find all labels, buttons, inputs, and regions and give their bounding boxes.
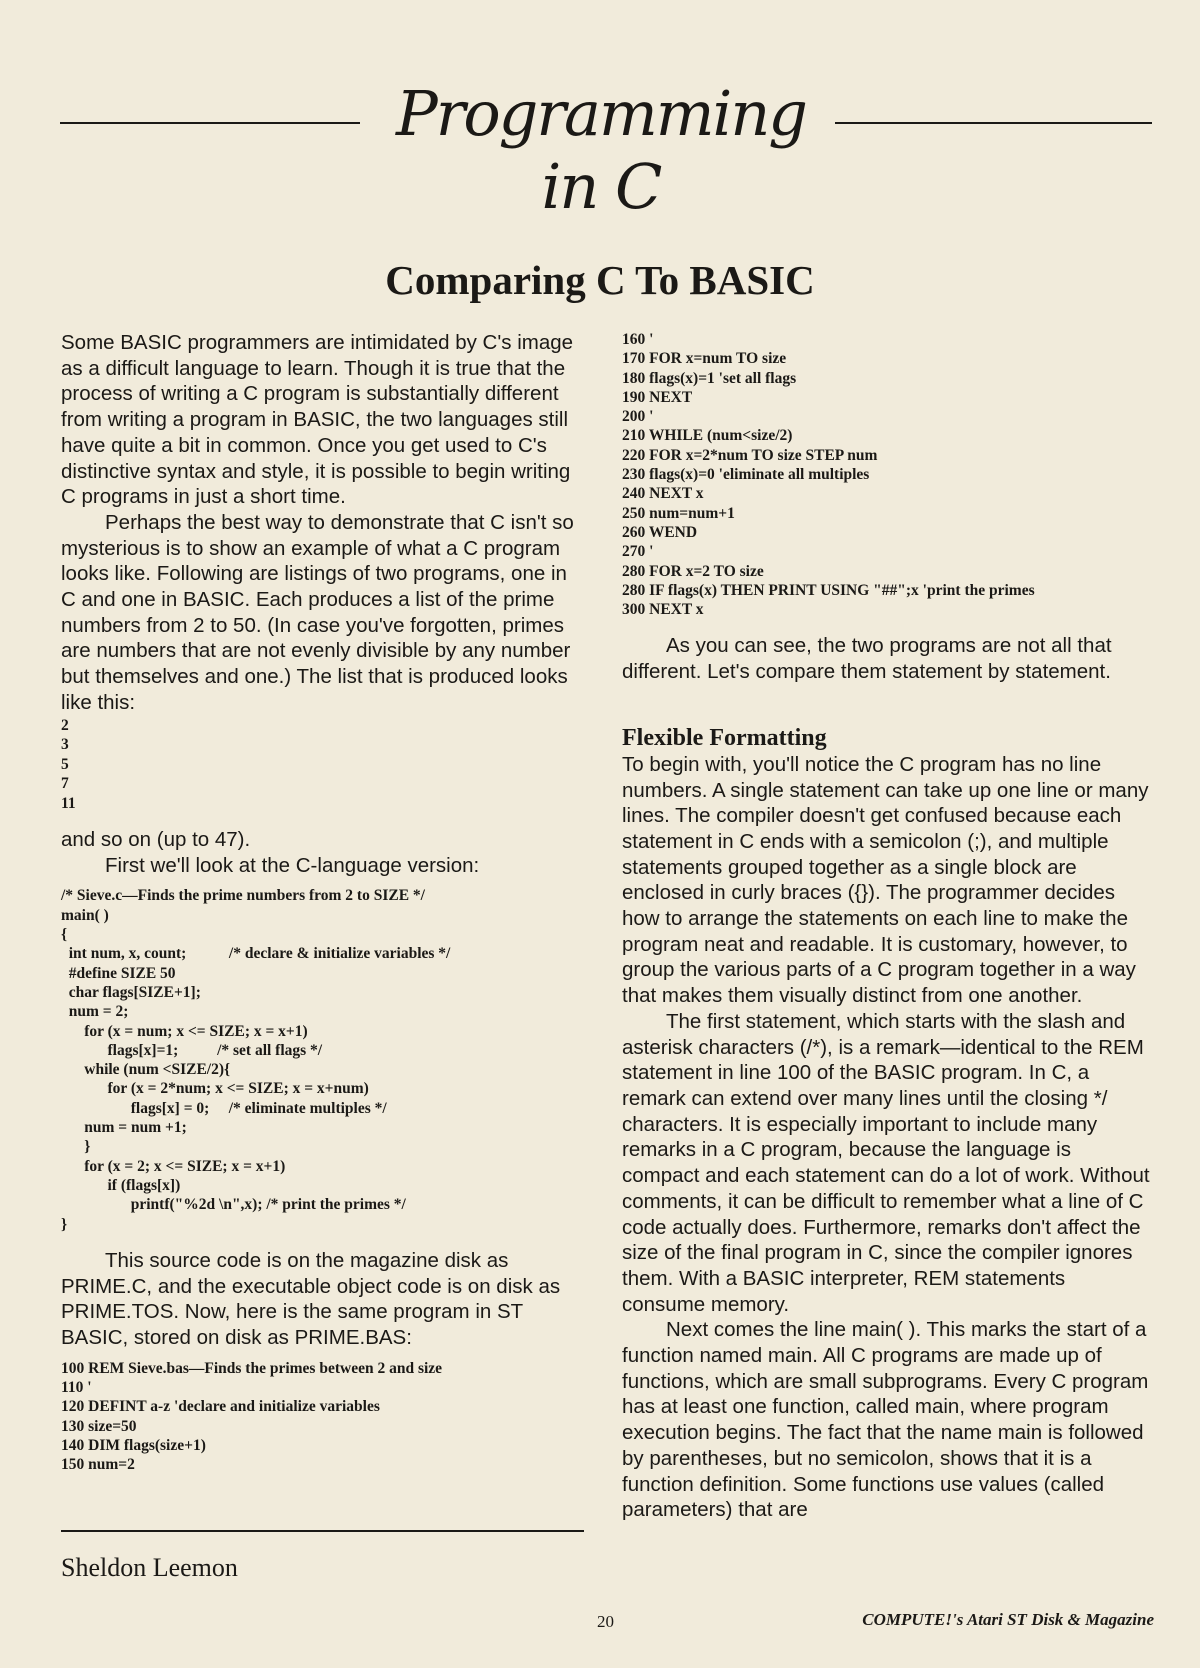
code-line: 160 '	[622, 331, 654, 348]
banner-rule-right	[835, 122, 1152, 124]
section-script-title: Programming in C	[395, 77, 806, 223]
code-line: 300 NEXT x	[622, 601, 704, 619]
basic-listing-part1	[61, 1359, 581, 1475]
code-line: 150 num=2	[61, 1456, 135, 1474]
code-line: 170 FOR x=num TO size	[622, 350, 787, 368]
code-line: }	[61, 1215, 68, 1233]
prime-number: 11	[61, 794, 76, 812]
after-list-text: and so on (up to 47).	[61, 828, 251, 852]
byline-rule	[61, 1530, 584, 1532]
code-line: 120 DEFINT a-z 'declare and initialize variables	[61, 1398, 380, 1416]
code-line: printf("%2d \n",x); /* print the primes */	[61, 1196, 406, 1214]
code-line: 130 size=50	[61, 1417, 137, 1435]
demo-paragraph: Perhaps the best way to demonstrate that C isn't so mysterious is to show an example of what a C program looks like. Following are listings of two programs, one in C and one in BASIC. Each produces a list of the prime numbers from 2 to 50. (In case you've forgotten, primes are numbers that are not evenly divisible by any number but themselves and one.) The list that is produced looks like this:	[61, 510, 574, 714]
code-line: #define SIZE 50	[61, 964, 176, 982]
left-column	[61, 330, 581, 1474]
code-line: 190 NEXT	[622, 388, 693, 406]
prime-number: 2	[61, 716, 69, 734]
compare-paragraph: As you can see, the two programs are not all that different. Let's compare them statement by statement.	[622, 634, 1112, 684]
code-line: num = 2;	[61, 1003, 129, 1021]
code-line: while (num <SIZE/2){	[61, 1061, 231, 1079]
prime-number: 5	[61, 755, 69, 773]
after-c-paragraph: This source code is on the magazine disk as PRIME.C, and the executable object code is on disk as PRIME.TOS. Now, here is the same program in ST BASIC, stored on disk as PRIME.BAS:	[61, 1248, 561, 1349]
code-line: 110 '	[61, 1378, 92, 1396]
section-banner	[60, 75, 1152, 223]
section-heading: Flexible Formatting	[622, 724, 827, 751]
code-line: 240 NEXT x	[622, 485, 704, 503]
main-function-paragraph: Next comes the line main( ). This marks the start of a function named main. All C programs are made up of functions, which are small subprograms. Every C program has at least one function, called main, where program execution begins. The fact that the name main is followed by parentheses, but no semicolon, shows that it is a function definition. Some functions use values (called parameters) that are	[622, 1318, 1149, 1522]
c-intro-text: First we'll look at the C-language version:	[105, 853, 480, 877]
code-line: 260 WEND	[622, 523, 698, 541]
code-line: 140 DIM flags(size+1)	[61, 1436, 206, 1454]
code-line: flags[x]=1; /* set all flags */	[61, 1041, 323, 1059]
prime-number: 7	[61, 775, 69, 793]
code-line: char flags[SIZE+1];	[61, 983, 201, 1001]
page-number: 20	[597, 1612, 614, 1631]
code-line: 180 flags(x)=1 'set all flags	[622, 369, 797, 387]
code-line: 100 REM Sieve.bas—Finds the primes between 2 and size	[61, 1359, 443, 1377]
c-listing	[61, 886, 581, 1233]
code-line: for (x = 2*num; x <= SIZE; x = x+num)	[61, 1080, 369, 1098]
code-line: {	[61, 926, 68, 944]
basic-listing-part2	[622, 330, 1154, 619]
right-column	[622, 330, 1154, 1523]
code-line: int num, x, count; /* declare & initialize variables */	[61, 945, 451, 963]
code-line: 280 FOR x=2 TO size	[622, 562, 764, 580]
code-line: if (flags[x])	[61, 1176, 181, 1194]
code-line: 210 WHILE (num<size/2)	[622, 427, 793, 445]
code-line: 200 '	[622, 408, 654, 426]
formatting-paragraph: To begin with, you'll notice the C program has no line numbers. A single statement can take up one line or many lines. The compiler doesn't get confused because each statement in C ends with a semicolon (;), and multiple statements grouped together as a single block are enclosed in curly braces ({}). The programmer decides how to arrange the statements on each line to make the program neat and readable. It is customary, however, to group the various parts of a C program together in a way that makes them visually distinct from one another.	[622, 752, 1149, 1008]
author-byline: Sheldon Leemon	[61, 1553, 238, 1582]
prime-number: 3	[61, 736, 69, 754]
publication-name: COMPUTE!'s Atari ST Disk & Magazine	[862, 1610, 1154, 1629]
remark-paragraph: The first statement, which starts with the slash and asterisk characters (/*), is a remark—identical to the REM statement in line 100 of the BASIC program. In C, a remark can extend over many lines until the closing */ characters. It is especially important to include many remarks in a C program, because the language is compact and each statement can do a lot of work. Without comments, it can be difficult to remember what a line of C code actually does. Furthermore, remarks don't affect the size of the final program in C, since the compiler ignores them. With a BASIC interpreter, REM statements consume memory.	[622, 1009, 1150, 1316]
article-title: Comparing C To BASIC	[385, 257, 815, 303]
code-line: 250 num=num+1	[622, 504, 735, 522]
banner-rule-left	[60, 122, 360, 124]
code-line: 230 flags(x)=0 'eliminate all multiples	[622, 466, 870, 484]
code-line: flags[x] = 0; /* eliminate multiples */	[61, 1099, 387, 1117]
code-line: 280 IF flags(x) THEN PRINT USING "##";x 'print the primes	[622, 581, 1035, 599]
code-line: main( )	[61, 906, 109, 924]
code-line: for (x = num; x <= SIZE; x = x+1)	[61, 1022, 308, 1040]
code-line: 270 '	[622, 543, 654, 561]
code-line: num = num +1;	[61, 1119, 187, 1137]
code-line: 220 FOR x=2*num TO size STEP num	[622, 446, 878, 464]
code-line: for (x = 2; x <= SIZE; x = x+1)	[61, 1157, 286, 1175]
code-line: }	[61, 1138, 91, 1156]
code-line: /* Sieve.c—Finds the prime numbers from 2 to SIZE */	[61, 887, 425, 905]
prime-list	[61, 716, 581, 814]
intro-paragraph: Some BASIC programmers are intimidated by C's image as a difficult language to learn. Though it is true that the process of writing a C program is substantially different from writing a program in BASIC, the two languages still have quite a bit in common. Once you get used to C's distinctive syntax and style, it is possible to begin writing C programs in just a short time.	[61, 331, 574, 509]
